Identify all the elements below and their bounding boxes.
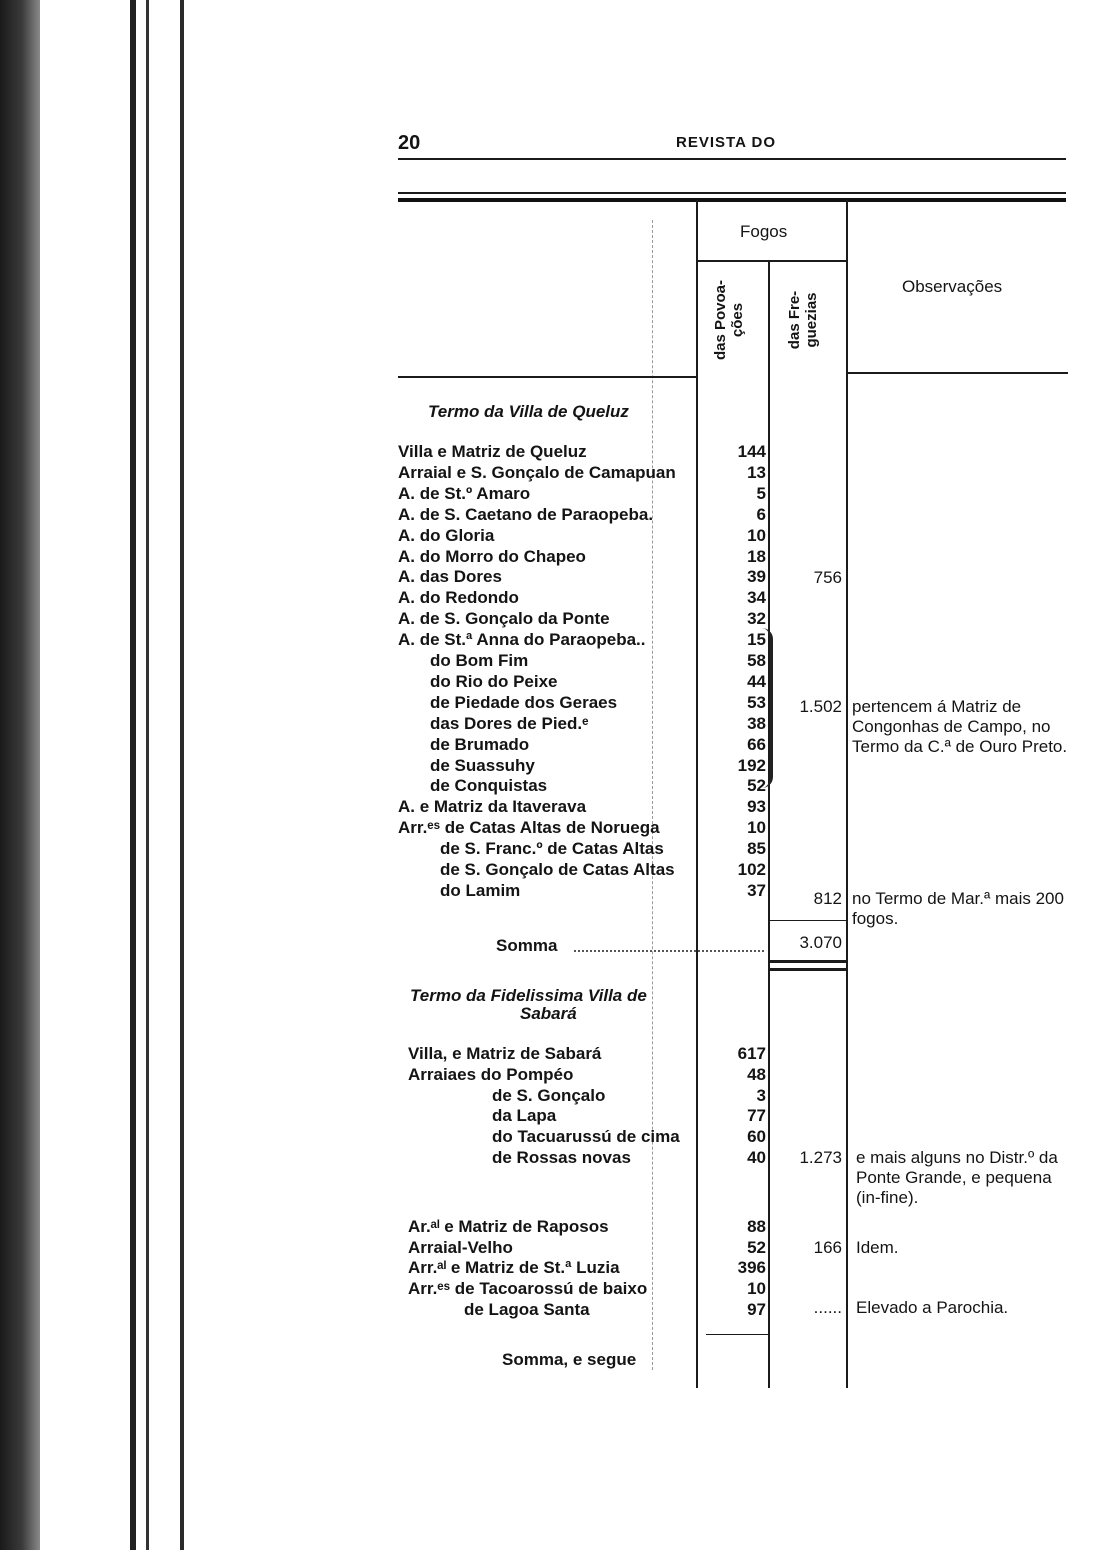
row-name: Arraial e S. Gonçalo de Camapuan	[398, 462, 676, 482]
grouping-brace	[762, 628, 773, 788]
row-name: A. e Matriz da Itaverava	[398, 797, 587, 817]
row-name: de Piedade dos Geraes	[430, 692, 618, 712]
row-name: das Dores de Pied.ᵉ	[430, 713, 589, 733]
table-row	[398, 818, 1068, 838]
table-row	[398, 1279, 1068, 1299]
row-name: de Brumado	[430, 734, 530, 754]
row-name: A. de S. Caetano de Paraopeba.	[398, 504, 654, 524]
table-row	[398, 505, 1068, 525]
row-value: 3	[756, 1085, 766, 1105]
subtotal: 1.502	[799, 697, 842, 716]
table-row	[398, 463, 1068, 483]
sum-double-rule	[770, 968, 846, 971]
row-value: 144	[737, 442, 766, 461]
row-name: de Conquistas	[430, 776, 548, 796]
row-name: Arraiaes do Pompéo	[408, 1064, 574, 1084]
sum-rule	[706, 1334, 768, 1335]
book-spine-shadow	[0, 0, 40, 1550]
row-value: 18	[747, 546, 766, 566]
row-name: Arr.ᵃˡ e Matriz de St.ª Luzia	[408, 1258, 620, 1278]
row-value: 6	[756, 504, 766, 524]
row-value: 32	[747, 609, 766, 629]
table-row	[398, 567, 1068, 587]
observacoes-header: Observações	[902, 277, 1003, 296]
observation: Elevado a Parochia.	[856, 1298, 1009, 1317]
row-name: do Tacuarussú de cima	[492, 1127, 680, 1147]
observation: no Termo de Mar.ª mais 200 fogos.	[852, 889, 1064, 928]
sum-label: Somma	[496, 936, 558, 955]
sum-double-rule	[770, 960, 846, 963]
row-name: Arraial-Velho	[408, 1237, 513, 1257]
running-head: REVISTA DO	[676, 134, 777, 151]
section-title: Termo da Fidelissima Villa de	[410, 986, 647, 1005]
table-row	[398, 1217, 1068, 1237]
page-fold-line	[130, 0, 136, 1550]
row-value: 40	[747, 1148, 766, 1167]
row-name: da Lapa	[492, 1106, 557, 1126]
row-name: A. de St.ª Anna do Paraopeba..	[398, 630, 646, 650]
observation: Idem.	[856, 1238, 899, 1257]
row-name: do Rio do Peixe	[430, 671, 558, 691]
page-fold-line	[146, 0, 149, 1550]
sum-value: 3.070	[799, 933, 842, 952]
row-name: Arr.ᵉˢ de Tacoarossú de baixo	[408, 1279, 648, 1299]
row-name: A. do Morro do Chapeo	[398, 546, 586, 566]
row-name: A. do Gloria	[398, 525, 495, 545]
table-row	[398, 630, 1068, 650]
table-row	[398, 839, 1068, 859]
row-value: 85	[747, 839, 766, 859]
table-row	[398, 526, 1068, 546]
row-name: Arr.ᵉˢ de Catas Altas de Noruega	[398, 818, 660, 838]
sum-label: Somma, e segue	[502, 1350, 637, 1369]
header-rule	[398, 158, 1066, 160]
row-value: 34	[747, 588, 766, 608]
row-value: 44	[747, 671, 766, 691]
subtotal: 166	[813, 1238, 842, 1257]
table-row	[398, 797, 1068, 817]
row-value: 38	[747, 713, 766, 733]
row-name: Villa, e Matriz de Sabará	[408, 1044, 602, 1063]
row-name: de S. Franc.º de Catas Altas	[440, 839, 664, 859]
table-row	[398, 1127, 1068, 1147]
observation: e mais alguns no Distr.º da Ponte Grande, e pequena (in-fine).	[856, 1148, 1058, 1207]
row-value: 53	[747, 692, 766, 712]
row-value: 58	[747, 651, 766, 670]
row-value: 60	[747, 1127, 766, 1147]
observation: pertencem á Matriz de Congonhas de Campo, no Termo da C.ª de Ouro Preto.	[852, 697, 1068, 756]
section-title: Termo da Villa de Queluz	[428, 402, 629, 421]
table-row	[398, 484, 1068, 504]
row-value: 52	[747, 1237, 766, 1257]
page-header	[398, 132, 1066, 158]
subtotal: 756	[813, 568, 842, 587]
row-name: A. de S. Gonçalo da Ponte	[398, 609, 610, 629]
row-name: de S. Gonçalo de Catas Altas	[440, 860, 675, 879]
head-bottom-rule	[846, 372, 1068, 374]
row-value: 396	[737, 1258, 766, 1278]
row-name: A. do Redondo	[398, 588, 519, 608]
table-row	[398, 672, 1068, 692]
row-value: 48	[747, 1064, 766, 1084]
row-name: de Lagoa Santa	[464, 1300, 590, 1319]
subtotal: 1.273	[799, 1148, 842, 1167]
row-value: 10	[747, 818, 766, 838]
row-name: A. das Dores	[398, 567, 502, 587]
row-name: de S. Gonçalo	[492, 1085, 606, 1105]
row-value: 192	[737, 755, 766, 775]
subtotal: 812	[813, 889, 842, 908]
subtotal: ......	[813, 1298, 842, 1317]
section-title: Sabará	[520, 1004, 577, 1023]
table-row	[398, 609, 1068, 629]
page-number: 20	[398, 132, 421, 154]
col-freguezias-header: das Fre- guezias	[786, 290, 820, 350]
row-name: do Bom Fim	[430, 651, 529, 670]
col-povoacoes-header: das Povoa- ções	[712, 279, 746, 361]
row-value: 77	[747, 1106, 766, 1126]
head-bottom-rule	[398, 376, 696, 378]
table-row	[398, 1044, 1068, 1064]
table-row	[398, 651, 1068, 671]
row-value: 66	[747, 734, 766, 754]
sum-rule	[770, 920, 846, 921]
row-value: 5	[756, 483, 766, 503]
table-row	[398, 588, 1068, 608]
table-row	[398, 776, 1068, 796]
row-name: de Rossas novas	[492, 1148, 631, 1167]
table-row	[398, 1106, 1068, 1126]
row-value: 102	[737, 860, 766, 879]
leader-dots	[574, 936, 764, 952]
row-value: 10	[747, 1279, 766, 1299]
table-row	[398, 1086, 1068, 1106]
table-row	[398, 1258, 1068, 1278]
row-value: 52	[747, 776, 766, 796]
table-row	[398, 860, 1068, 880]
table-top-rule-thick	[398, 198, 1066, 202]
page-fold-line	[180, 0, 184, 1550]
row-value: 10	[747, 525, 766, 545]
table-row	[398, 1065, 1068, 1085]
row-name: de Suassuhy	[430, 755, 535, 775]
row-value: 39	[747, 567, 766, 587]
table-row	[398, 547, 1068, 567]
row-value: 97	[747, 1300, 766, 1319]
row-value: 37	[747, 880, 766, 900]
table-row	[398, 756, 1068, 776]
row-name: do Lamim	[440, 880, 521, 900]
table-top-rule	[398, 192, 1066, 194]
row-name: Ar.ᵃˡ e Matriz de Raposos	[408, 1216, 609, 1236]
row-value: 93	[747, 797, 766, 817]
row-value: 15	[747, 630, 766, 650]
row-value: 617	[737, 1044, 766, 1063]
row-value: 88	[747, 1216, 766, 1236]
row-name: A. de St.º Amaro	[398, 483, 531, 503]
fogos-header: Fogos	[740, 222, 788, 241]
table-row	[398, 442, 1068, 462]
row-value: 13	[747, 462, 766, 482]
row-name: Villa e Matriz de Queluz	[398, 442, 587, 461]
